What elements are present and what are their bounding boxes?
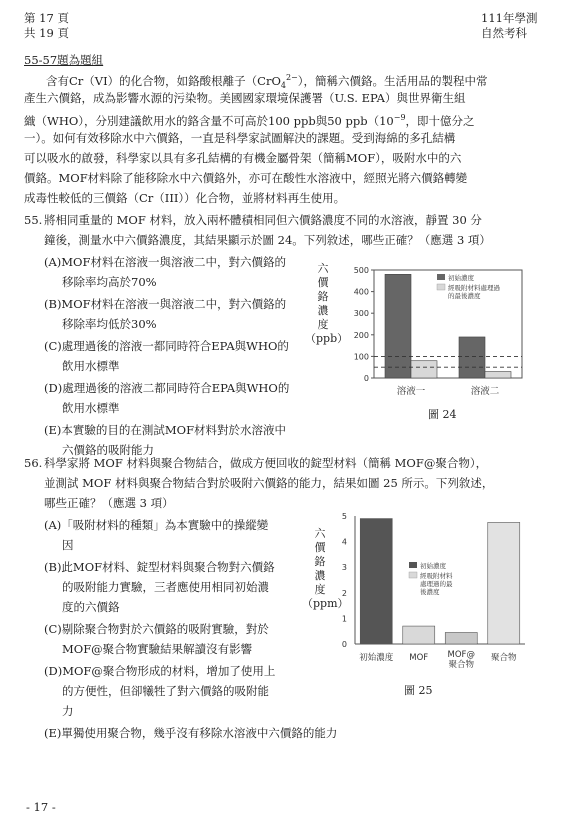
ylabel-char: 價	[314, 541, 326, 554]
intro-line-2: 產生六價鉻，成為影響水源的污染物。美國國家環境保護署（U.S. EPA）與世界衛生組	[24, 91, 466, 105]
bar-initial	[459, 337, 485, 378]
subject-header: 自然考科	[481, 26, 527, 40]
q56-stem-1: 科學家將 MOF 材料與聚合物結合，做成方便回收的錠型材料（簡稱 MOF@聚合物），	[44, 456, 488, 470]
q56-option-a-cont: 因	[62, 538, 74, 552]
q55-stem-1: 將相同重量的 MOF 材料，放入兩杯體積相同但六價鉻濃度不同的水溶液，靜置 30 分	[44, 213, 482, 227]
q56-number: 56.	[24, 456, 43, 470]
ylabel-char: 鉻	[317, 290, 329, 303]
figure-24-caption: 圖 24	[428, 408, 457, 421]
y-tick-label: 2	[341, 588, 347, 598]
q55-option-a-cont: 移除率均高於70%	[62, 275, 157, 289]
q56-option-d[interactable]: (D)MOF@聚合物形成的材料，增加了使用上	[44, 664, 276, 678]
y-tick-label: 5	[341, 512, 347, 521]
intro-line-3: 織（WHO），分別建議飲用水的鉻含量不可高於100 ppb與50 $ppb(10^{-9}$，即十億分之	[24, 113, 475, 128]
q56-option-b-cont1: 的吸附能力實驗，三者應使用相同初始濃	[62, 580, 269, 594]
q56-option-b[interactable]: (B)此MOF材料、錠型材料與聚合物對六價鉻	[44, 560, 275, 574]
bar-initial	[385, 274, 411, 378]
y-tick-label: 500	[353, 266, 369, 275]
y-tick-label: 200	[353, 330, 369, 340]
y-tick-label: 0	[341, 640, 347, 649]
figure-25-caption: 圖 25	[404, 684, 433, 697]
q55-option-a[interactable]: (A)MOF材料在溶液一與溶液二中，對六價鉻的	[44, 255, 286, 269]
legend-label-initial: 初始濃度	[448, 274, 474, 282]
x-category-label: 溶液二	[470, 386, 500, 397]
bar-final	[485, 372, 511, 378]
y-tick-label: 0	[363, 374, 369, 383]
intro-line-4: 一）。如何有效移除水中六價鉻，一直是科學家試圖解決的課題。受到海綿的多孔結構	[24, 131, 456, 145]
fig25-ylabel	[302, 527, 349, 611]
legend-label-final: 經吸附材料處理過	[448, 284, 500, 292]
x-category-label: 溶液一	[396, 386, 426, 397]
page-number-header: 第 17 頁	[24, 11, 69, 25]
q56-option-a[interactable]: (A)「吸附材料的種類」為本實驗中的操縱變	[44, 518, 269, 532]
legend-swatch-initial	[437, 274, 445, 280]
figure-24-chart	[336, 262, 526, 410]
fig24-ylabel	[305, 262, 349, 346]
legend-label-final: 經吸附材料	[420, 572, 453, 580]
legend-swatch-initial	[409, 562, 417, 568]
bar-MOF@聚合物	[445, 632, 477, 644]
x-category-label: MOF@	[447, 650, 475, 660]
legend-label-final-cont: 處理過的最	[420, 580, 453, 588]
q55-number: 55.	[24, 213, 43, 227]
page-footer: - 17 -	[26, 800, 56, 814]
bar-MOF	[403, 626, 435, 644]
q55-option-c-cont: 飲用水標準	[62, 359, 120, 373]
q56-option-d-cont2: 力	[62, 704, 74, 718]
q55-option-b[interactable]: (B)MOF材料在溶液一與溶液二中，對六價鉻的	[44, 297, 287, 311]
y-tick-label: 300	[353, 309, 369, 319]
x-category-label-cont: 聚合物	[448, 660, 475, 670]
total-pages-header: 共 19 頁	[24, 26, 69, 40]
x-category-label: 聚合物	[490, 653, 517, 663]
y-tick-label: 3	[341, 563, 347, 573]
q55-option-e-cont: 六價鉻的吸附能力	[62, 443, 154, 457]
q56-option-c-cont: MOF@聚合物實驗結果解讀沒有影響	[62, 642, 253, 656]
ylabel-char: 價	[317, 276, 329, 289]
ylabel-char: 度	[317, 318, 329, 331]
y-tick-label: 400	[353, 287, 369, 297]
figure-25-chart	[333, 510, 528, 675]
bar-聚合物	[488, 522, 520, 644]
q55-option-c[interactable]: (C)處理過後的溶液一都同時符合EPA與WHO的	[44, 339, 289, 353]
q56-option-d-cont1: 的方便性，但卻犧牲了對六價鉻的吸附能	[62, 684, 269, 698]
legend-label-final-cont2: 後濃度	[420, 588, 440, 596]
ylabel-char: 濃	[314, 569, 326, 582]
q55-option-e[interactable]: (E)本實驗的目的在測試MOF材料對於水溶液中	[44, 423, 287, 437]
bar-初始濃度	[360, 519, 392, 644]
ylabel-char: 六	[317, 262, 329, 275]
ylabel-char: 度	[314, 583, 326, 596]
intro-line-1: 含有Cr（VI）的化合物，如鉻酸根離子（CrO$_4^{2-}$），簡稱六價鉻。生活用品的製程中常	[46, 73, 488, 91]
bar-final	[411, 361, 437, 378]
x-category-label: 初始濃度	[359, 653, 394, 663]
intro-line-6: 價鉻。MOF材料除了能移除水中六價鉻外，亦可在酸性水溶液中，經照光將六價鉻轉變	[24, 171, 468, 185]
q56-stem-2: 並測試 MOF 材料與聚合物結合對於吸附六價鉻的能力，結果如圖 25 所示。下列敘述，	[44, 476, 494, 490]
group-title: 55-57題為題組	[24, 53, 104, 67]
intro-line-5: 可以吸水的啟發，科學家以具有多孔結構的有機金屬骨架（簡稱MOF），吸附水中的六	[24, 151, 462, 165]
q55-option-b-cont: 移除率均低於30%	[62, 317, 157, 331]
q56-option-b-cont2: 度的六價鉻	[62, 600, 120, 614]
q56-option-c[interactable]: (C)剔除聚合物對於六價鉻的吸附實驗，對於	[44, 622, 269, 636]
legend-label-final-cont: 的最後濃度	[448, 292, 481, 300]
y-tick-label: 100	[353, 352, 369, 362]
legend-swatch-final	[409, 572, 417, 578]
legend-swatch-final	[437, 284, 445, 290]
q56-option-e[interactable]: (E)單獨使用聚合物，幾乎沒有移除水溶液中六價鉻的能力	[44, 726, 338, 740]
q56-stem-3: 哪些正確？（應選 3 項）	[44, 496, 174, 510]
intro-line-7: 成毒性較低的三價鉻（Cr（III））化合物，並將材料再生使用。	[24, 191, 346, 205]
y-tick-label: 1	[341, 614, 347, 624]
q55-stem-2: 鐘後，測量水中六價鉻濃度，其結果顯示於圖 24。下列敘述，哪些正確？（應選 3 項）	[44, 233, 491, 247]
ylabel-char: （ppb）	[305, 332, 349, 345]
x-category-label: MOF	[409, 653, 429, 663]
exam-year-header: 111年學測	[481, 11, 538, 25]
ylabel-char: 濃	[317, 304, 329, 317]
q55-option-d-cont: 飲用水標準	[62, 401, 120, 415]
legend-label-initial: 初始濃度	[420, 562, 446, 570]
ylabel-char: 鉻	[314, 555, 326, 568]
ylabel-char: 六	[314, 527, 326, 540]
q55-option-d[interactable]: (D)處理過後的溶液二都同時符合EPA與WHO的	[44, 381, 290, 395]
ylabel-char: （ppm）	[302, 597, 349, 610]
y-tick-label: 4	[341, 537, 347, 547]
